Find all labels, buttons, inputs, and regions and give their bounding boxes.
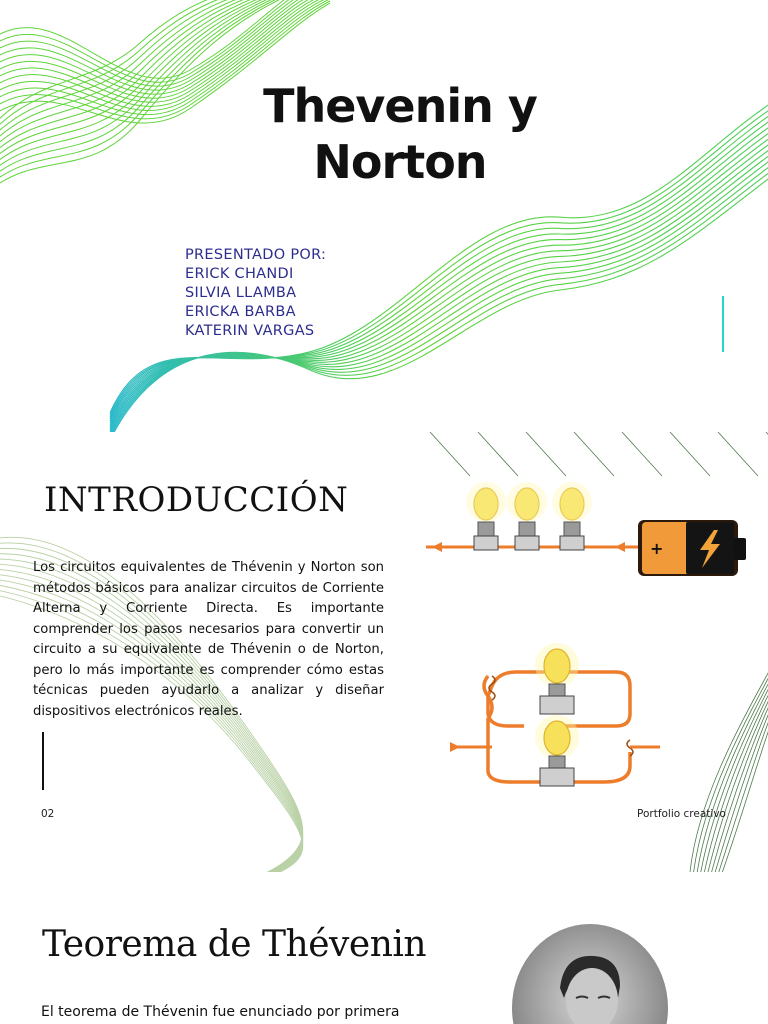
battery-icon	[638, 520, 746, 576]
accent-line	[722, 296, 724, 352]
thevenin-heading: Teorema de Thévenin	[42, 924, 427, 965]
parallel-circuit	[450, 643, 660, 786]
light-bulb-icon	[507, 482, 547, 550]
author-name: ERICKA BARBA	[185, 304, 296, 320]
series-circuit	[426, 482, 746, 576]
presented-by-label: PRESENTADO POR:	[185, 247, 327, 263]
svg-text:+: +	[650, 539, 664, 558]
authors-list	[185, 246, 326, 341]
author-name: ERICK CHANDI	[185, 266, 294, 282]
vertical-divider	[42, 732, 44, 790]
light-bulb-icon	[535, 643, 579, 714]
author-name: KATERIN VARGAS	[185, 323, 315, 339]
intro-heading: INTRODUCCIÓN	[44, 480, 349, 520]
light-bulb-icon	[535, 715, 579, 786]
circuit-illustration	[420, 476, 760, 806]
arrow-icon	[450, 742, 460, 752]
cover-page	[0, 0, 768, 432]
cover-title	[220, 78, 580, 190]
page-number: 02	[41, 808, 55, 820]
introduction-page	[0, 432, 768, 872]
title-line-2: Norton	[313, 135, 487, 189]
wave-lines-decoration	[0, 0, 768, 432]
title-line-1: Thevenin y	[263, 79, 537, 133]
portrait-photo	[510, 924, 670, 1024]
arrow-icon	[432, 542, 442, 552]
thevenin-paragraph: El teorema de Thévenin fue enunciado por primera	[41, 1004, 400, 1020]
arrow-icon	[615, 542, 625, 552]
intro-paragraph: Los circuitos equivalentes de Thévenin y Norton son métodos básicos para analizar circuitos de Corriente Alterna y Corriente Directa. Es importante comprender los pasos necesarios para convertir un circuito a su equivalente de Thévenin o de Norton, pero lo más importante es comprender cómo estas técnicas pueden ayudarlo a analizar y diseñar dispositivos electrónicos reales.	[33, 560, 384, 719]
author-name: SILVIA LLAMBA	[185, 285, 297, 301]
light-bulb-icon	[466, 482, 506, 550]
footer-label: Portfolio creativo	[637, 808, 726, 820]
light-bulb-icon	[552, 482, 592, 550]
thevenin-page	[0, 872, 768, 1024]
